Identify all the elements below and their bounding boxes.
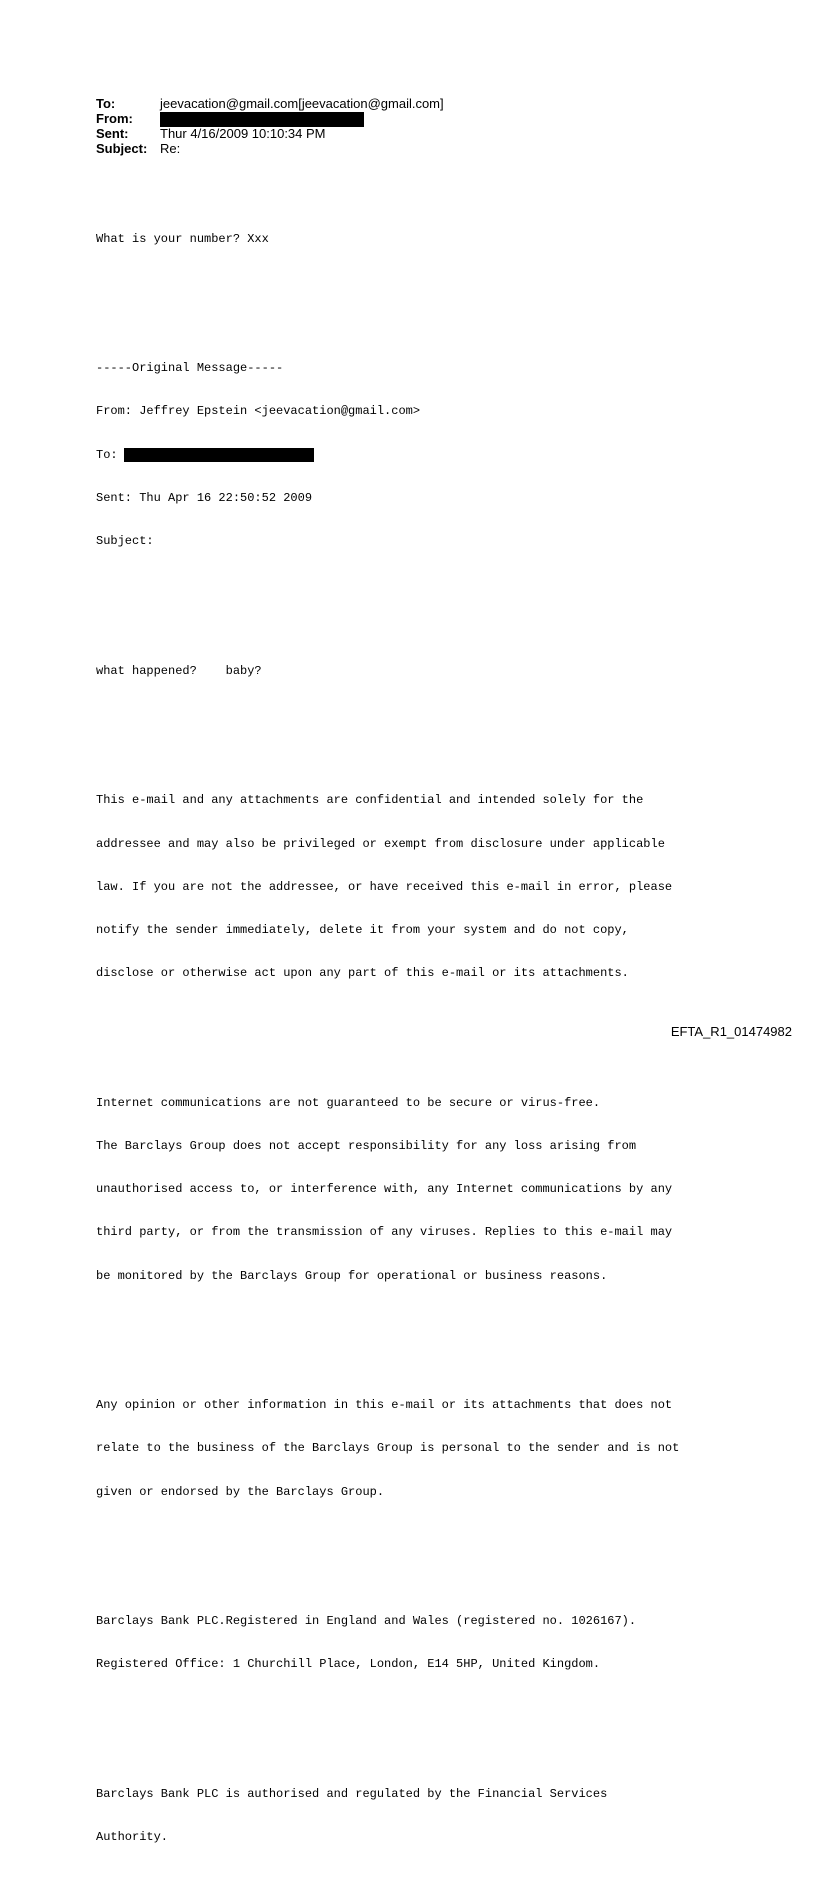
subject-label: Subject: <box>96 141 148 156</box>
disclaimer-line: be monitored by the Barclays Group for operational or business reasons. <box>96 1268 608 1283</box>
reply-text: What is your number? Xxx <box>96 231 269 246</box>
disclaimer-line: Registered Office: 1 Churchill Place, London, E14 5HP, United Kingdom. <box>96 1657 601 1672</box>
disclaimer-line: The Barclays Group does not accept responsibility for any loss arising from <box>96 1138 637 1153</box>
disclaimer-line: given or endorsed by the Barclays Group. <box>96 1484 385 1499</box>
disclaimer-line: Barclays Bank PLC.Registered in England and Wales (registered no. 1026167). <box>96 1614 637 1629</box>
disclaimer-line: addressee and may also be privileged or exempt from disclosure under applicable <box>96 836 665 851</box>
document-id: EFTA_R1_01474982 <box>670 1024 792 1039</box>
disclaimer-paragraph-4 <box>96 1585 736 1700</box>
original-separator: -----Original Message----- <box>96 361 284 376</box>
original-message-header <box>96 332 736 577</box>
header-from-row <box>96 111 444 126</box>
to-redaction-block <box>124 448 314 462</box>
disclaimer-line: disclose or otherwise act upon any part of this e-mail or its attachments. <box>96 966 629 981</box>
original-body-text: what happened? baby? <box>96 663 262 678</box>
disclaimer-line: law. If you are not the addressee, or have received this e-mail in error, please <box>96 879 673 894</box>
from-redaction-block <box>160 112 364 127</box>
header-subject-row <box>96 141 444 156</box>
disclaimer-paragraph-2 <box>96 1067 736 1312</box>
original-subject-line: Subject: <box>96 534 154 549</box>
disclaimer-line: Internet communications are not guaranteed to be secure or virus-free. <box>96 1095 601 1110</box>
sent-label: Sent: <box>96 126 129 141</box>
disclaimer-line: relate to the business of the Barclays Group is personal to the sender and is not <box>96 1441 680 1456</box>
to-value: jeevacation@gmail.com[jeevacation@gmail.com] <box>160 96 444 111</box>
disclaimer-line: Any opinion or other information in this e-mail or its attachments that does not <box>96 1398 673 1413</box>
disclaimer-line: This e-mail and any attachments are confidential and intended solely for the <box>96 793 644 808</box>
disclaimer-line: Barclays Bank PLC is authorised and regulated by the Financial Services <box>96 1787 608 1802</box>
original-from-line: From: Jeffrey Epstein <jeevacation@gmail.com> <box>96 404 421 419</box>
disclaimer-line: Authority. <box>96 1830 169 1845</box>
header-to-row <box>96 96 444 111</box>
email-body <box>96 174 736 1902</box>
original-to-label: To: <box>96 447 118 462</box>
disclaimer-paragraph-1 <box>96 765 736 1010</box>
reply-paragraph <box>96 203 736 275</box>
disclaimer-paragraph-5 <box>96 1758 736 1873</box>
from-label: From: <box>96 111 133 126</box>
to-label: To: <box>96 96 116 111</box>
original-body-paragraph <box>96 635 736 707</box>
original-sent-line: Sent: Thu Apr 16 22:50:52 2009 <box>96 490 313 505</box>
disclaimer-line: third party, or from the transmission of any viruses. Replies to this e-mail may <box>96 1225 673 1240</box>
header-sent-row <box>96 126 444 141</box>
original-to-line <box>96 448 736 462</box>
email-header <box>96 96 444 156</box>
disclaimer-line: notify the sender immediately, delete it from your system and do not copy, <box>96 922 629 937</box>
sent-value: Thur 4/16/2009 10:10:34 PM <box>160 126 326 141</box>
disclaimer-paragraph-3 <box>96 1369 736 1527</box>
subject-value: Re: <box>160 141 181 156</box>
disclaimer-line: unauthorised access to, or interference with, any Internet communications by any <box>96 1182 673 1197</box>
